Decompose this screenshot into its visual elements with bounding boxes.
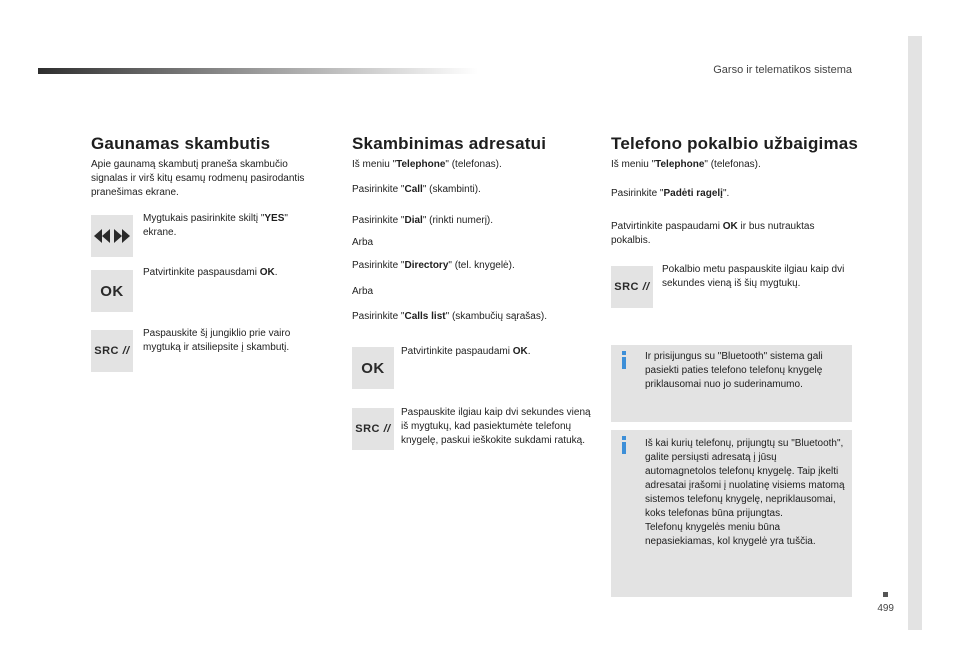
col1-step3: Paspauskite šį jungiklio prie vairo mygtuką ir atsiliepsite į skambutį. bbox=[143, 328, 291, 353]
col3-title: Telefono pokalbio užbaigimas bbox=[611, 134, 859, 153]
col1-step2: Patvirtinkite paspausdami OK. bbox=[143, 267, 278, 278]
col1-intro: Apie gaunamą skambutį praneša skambučio signalas ir virš kitų esamų rodmenų pasirodantis pranešimas ekrane. bbox=[91, 159, 305, 198]
header-gradient-bar bbox=[38, 68, 478, 74]
col2-line-calls-list: Pasirinkite "Calls list" (skambučių sąrašas). bbox=[352, 311, 547, 322]
col2-line-telephone: Iš meniu "Telephone" (telefonas). bbox=[352, 159, 502, 170]
col2-or-2: Arba bbox=[352, 286, 374, 297]
section-header-title: Garso ir telematikos sistema bbox=[713, 64, 852, 76]
info-note-2-text: Iš kai kurių telefonų, prijungtų su "Bluetooth", galite persiųsti adresatą į jūsų automagnetolos telefonų knygelę. Taip įkelti adresatai įrašomi į nuolatinę visiems matomą sistemos telefonų knygelę, nepriklausomai, koks telefonas būna prijungtas. Telefonų knygelės meniu būna nepasiekiamas, kol knygelė yra tuščia. bbox=[645, 438, 845, 547]
page-marker bbox=[883, 592, 888, 597]
col3-line-telephone: Iš meniu "Telephone" (telefonas). bbox=[611, 159, 761, 170]
col2-line-dial: Pasirinkite "Dial" (rinkti numerį). bbox=[352, 215, 494, 226]
info-icon bbox=[619, 436, 629, 454]
col2-line-directory: Pasirinkite "Directory" (tel. knygelė). bbox=[352, 260, 515, 271]
info-note-2 bbox=[611, 430, 852, 597]
col3-confirm-ok: Patvirtinkite paspaudami OK ir bus nutrauktas pokalbis. bbox=[611, 221, 815, 246]
col2-title: Skambinimas adresatui bbox=[352, 134, 547, 153]
col2-src-text: Paspauskite ilgiau kaip dvi sekundes vieną iš mygtukų, kad pasiektumėte telefonų knygelę, paskui ieškokite sukdami ratuką. bbox=[401, 407, 591, 446]
info-note-1-text: Ir prisijungus su "Bluetooth" sistema gali pasiekti paties telefono telefonų knygelę priklausomai nuo jo suderinamumo. bbox=[645, 351, 823, 390]
col2-or-1: Arba bbox=[352, 237, 374, 248]
info-icon bbox=[619, 351, 629, 369]
src-button-icon: SRC // bbox=[91, 330, 133, 372]
src-button-icon: SRC // bbox=[352, 408, 394, 450]
seek-buttons-icon bbox=[91, 215, 133, 257]
info-note-1 bbox=[611, 345, 852, 422]
page-edge-strip bbox=[908, 36, 922, 630]
col2-line-call: Pasirinkite "Call" (skambinti). bbox=[352, 184, 481, 195]
src-button-icon: SRC // bbox=[611, 266, 653, 308]
col3-line-hangup: Pasirinkite "Padėti ragelį". bbox=[611, 188, 730, 199]
ok-button-icon: OK bbox=[91, 270, 133, 312]
col1-step1: Mygtukais pasirinkite skiltį "YES" ekrane. bbox=[143, 213, 288, 238]
page-number: 499 bbox=[877, 603, 894, 614]
ok-button-icon: OK bbox=[352, 347, 394, 389]
col2-confirm-ok: Patvirtinkite paspaudami OK. bbox=[401, 346, 531, 357]
col3-src-text: Pokalbio metu paspauskite ilgiau kaip dvi sekundes vieną iš šių mygtukų. bbox=[662, 264, 845, 289]
col1-title: Gaunamas skambutis bbox=[91, 134, 271, 153]
